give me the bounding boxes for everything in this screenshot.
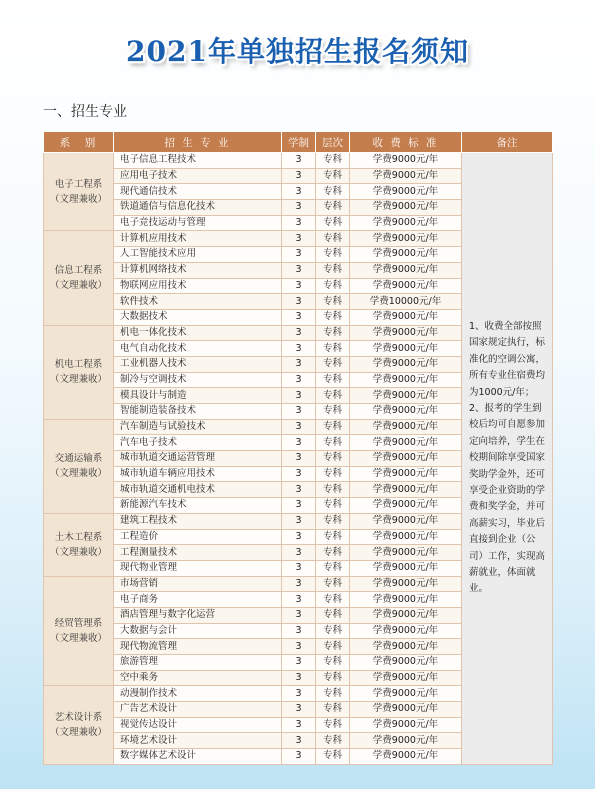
fee-cell: 学费9000元/年 xyxy=(350,231,462,247)
major-name-cell: 广告艺术设计 xyxy=(114,702,282,718)
fee-cell: 学费9000元/年 xyxy=(350,749,462,765)
section-heading: 一、招生专业 xyxy=(43,104,127,120)
years-cell: 3 xyxy=(282,733,316,749)
fee-cell: 学费9000元/年 xyxy=(350,388,462,404)
level-cell: 专科 xyxy=(316,576,350,592)
fee-cell: 学费9000元/年 xyxy=(350,560,462,576)
level-cell: 专科 xyxy=(316,513,350,529)
department-subtitle: （文理兼收） xyxy=(49,632,107,644)
fee-cell: 学费9000元/年 xyxy=(350,498,462,514)
major-name-cell: 新能源汽车技术 xyxy=(114,498,282,514)
level-cell: 专科 xyxy=(316,733,350,749)
years-cell: 3 xyxy=(282,607,316,623)
level-cell: 专科 xyxy=(316,262,350,278)
major-name-cell: 旅游管理 xyxy=(114,655,282,671)
level-cell: 专科 xyxy=(316,451,350,467)
fee-cell: 学费9000元/年 xyxy=(350,184,462,200)
level-cell: 专科 xyxy=(316,749,350,765)
level-cell: 专科 xyxy=(316,592,350,608)
major-name-cell: 制冷与空调技术 xyxy=(114,372,282,388)
major-name-cell: 工程测量技术 xyxy=(114,545,282,561)
fee-cell: 学费9000元/年 xyxy=(350,247,462,263)
years-cell: 3 xyxy=(282,372,316,388)
department-cell xyxy=(44,325,114,419)
major-name-cell: 工程造价 xyxy=(114,529,282,545)
major-name-cell: 机电一体化技术 xyxy=(114,325,282,341)
department-subtitle: （文理兼收） xyxy=(49,374,107,386)
level-cell: 专科 xyxy=(316,356,350,372)
major-name-cell: 动漫制作技术 xyxy=(114,686,282,702)
department-cell xyxy=(44,686,114,764)
fee-cell: 学费9000元/年 xyxy=(350,466,462,482)
fee-cell: 学费9000元/年 xyxy=(350,341,462,357)
level-cell: 专科 xyxy=(316,529,350,545)
years-cell: 3 xyxy=(282,655,316,671)
level-cell: 专科 xyxy=(316,639,350,655)
years-cell: 3 xyxy=(282,294,316,310)
years-cell: 3 xyxy=(282,404,316,420)
table-body xyxy=(44,153,553,765)
years-cell: 3 xyxy=(282,247,316,263)
years-cell: 3 xyxy=(282,451,316,467)
department-name: 土木工程系 xyxy=(54,531,103,543)
years-cell: 3 xyxy=(282,749,316,765)
years-cell: 3 xyxy=(282,341,316,357)
major-name-cell: 应用电子技术 xyxy=(114,168,282,184)
major-name-cell: 工业机器人技术 xyxy=(114,356,282,372)
years-cell: 3 xyxy=(282,184,316,200)
fee-cell: 学费9000元/年 xyxy=(350,168,462,184)
fee-cell: 学费9000元/年 xyxy=(350,639,462,655)
department-subtitle: （文理兼收） xyxy=(49,727,107,739)
fee-cell: 学费9000元/年 xyxy=(350,717,462,733)
fee-cell: 学费9000元/年 xyxy=(350,545,462,561)
header-major: 招 生 专 业 xyxy=(114,132,282,153)
fee-cell: 学费9000元/年 xyxy=(350,262,462,278)
header-note: 备注 xyxy=(462,132,553,153)
level-cell: 专科 xyxy=(316,153,350,169)
department-name: 电子工程系 xyxy=(54,178,103,190)
level-cell: 专科 xyxy=(316,686,350,702)
years-cell: 3 xyxy=(282,513,316,529)
level-cell: 专科 xyxy=(316,200,350,216)
years-cell: 3 xyxy=(282,702,316,718)
level-cell: 专科 xyxy=(316,341,350,357)
level-cell: 专科 xyxy=(316,325,350,341)
major-name-cell: 环境艺术设计 xyxy=(114,733,282,749)
major-name-cell: 电气自动化技术 xyxy=(114,341,282,357)
level-cell: 专科 xyxy=(316,607,350,623)
major-name-cell: 物联网应用技术 xyxy=(114,278,282,294)
department-name: 交通运输系 xyxy=(54,453,103,465)
fee-cell: 学费9000元/年 xyxy=(350,513,462,529)
years-cell: 3 xyxy=(282,466,316,482)
major-name-cell: 现代通信技术 xyxy=(114,184,282,200)
major-name-cell: 城市轨道交通机电技术 xyxy=(114,482,282,498)
level-cell: 专科 xyxy=(316,435,350,451)
years-cell: 3 xyxy=(282,482,316,498)
major-name-cell: 电子竞技运动与管理 xyxy=(114,215,282,231)
fee-cell: 学费9000元/年 xyxy=(350,435,462,451)
level-cell: 专科 xyxy=(316,309,350,325)
level-cell: 专科 xyxy=(316,482,350,498)
major-name-cell: 铁道通信与信息化技术 xyxy=(114,200,282,216)
major-name-cell: 现代物流管理 xyxy=(114,639,282,655)
major-name-cell: 计算机应用技术 xyxy=(114,231,282,247)
department-subtitle: （文理兼收） xyxy=(49,546,107,558)
years-cell: 3 xyxy=(282,309,316,325)
department-cell xyxy=(44,153,114,231)
level-cell: 专科 xyxy=(316,655,350,671)
major-name-cell: 数字媒体艺术设计 xyxy=(114,749,282,765)
years-cell: 3 xyxy=(282,717,316,733)
major-name-cell: 汽车电子技术 xyxy=(114,435,282,451)
table-header-row xyxy=(44,132,553,153)
years-cell: 3 xyxy=(282,356,316,372)
years-cell: 3 xyxy=(282,592,316,608)
years-cell: 3 xyxy=(282,498,316,514)
fee-cell: 学费9000元/年 xyxy=(350,655,462,671)
years-cell: 3 xyxy=(282,215,316,231)
fee-cell: 学费9000元/年 xyxy=(350,325,462,341)
department-cell xyxy=(44,576,114,686)
level-cell: 专科 xyxy=(316,498,350,514)
fee-cell: 学费9000元/年 xyxy=(350,623,462,639)
level-cell: 专科 xyxy=(316,294,350,310)
department-cell xyxy=(44,231,114,325)
department-name: 艺术设计系 xyxy=(54,712,103,724)
major-name-cell: 城市轨道车辆应用技术 xyxy=(114,466,282,482)
level-cell: 专科 xyxy=(316,184,350,200)
department-subtitle: （文理兼收） xyxy=(49,468,107,480)
major-name-cell: 电子信息工程技术 xyxy=(114,153,282,169)
major-name-cell: 市场营销 xyxy=(114,576,282,592)
fee-cell: 学费9000元/年 xyxy=(350,529,462,545)
years-cell: 3 xyxy=(282,325,316,341)
years-cell: 3 xyxy=(282,435,316,451)
years-cell: 3 xyxy=(282,670,316,686)
level-cell: 专科 xyxy=(316,466,350,482)
note-paragraph: 1、收费全部按照国家规定执行，标准化的空调公寓，所有专业住宿费均为1000元/年； xyxy=(469,320,546,398)
fee-cell: 学费10000元/年 xyxy=(350,294,462,310)
level-cell: 专科 xyxy=(316,702,350,718)
level-cell: 专科 xyxy=(316,404,350,420)
fee-cell: 学费9000元/年 xyxy=(350,153,462,169)
fee-cell: 学费9000元/年 xyxy=(350,576,462,592)
major-name-cell: 建筑工程技术 xyxy=(114,513,282,529)
years-cell: 3 xyxy=(282,639,316,655)
fee-cell: 学费9000元/年 xyxy=(350,215,462,231)
table-row xyxy=(44,153,553,169)
department-subtitle: （文理兼收） xyxy=(49,280,107,291)
years-cell: 3 xyxy=(282,686,316,702)
major-name-cell: 汽车制造与试验技术 xyxy=(114,419,282,435)
header-dept: 系 别 xyxy=(44,132,114,153)
major-name-cell: 智能制造装备技术 xyxy=(114,404,282,420)
fee-cell: 学费9000元/年 xyxy=(350,200,462,216)
major-name-cell: 模具设计与制造 xyxy=(114,388,282,404)
level-cell: 专科 xyxy=(316,168,350,184)
fee-cell: 学费9000元/年 xyxy=(350,309,462,325)
fee-cell: 学费9000元/年 xyxy=(350,278,462,294)
years-cell: 3 xyxy=(282,278,316,294)
header-fee: 收 费 标 准 xyxy=(350,132,462,153)
fee-cell: 学费9000元/年 xyxy=(350,592,462,608)
major-name-cell: 软件技术 xyxy=(114,294,282,310)
major-name-cell: 计算机网络技术 xyxy=(114,262,282,278)
major-name-cell: 视觉传达设计 xyxy=(114,717,282,733)
years-cell: 3 xyxy=(282,419,316,435)
level-cell: 专科 xyxy=(316,215,350,231)
majors-table xyxy=(43,131,553,765)
department-name: 信息工程系 xyxy=(54,265,103,276)
years-cell: 3 xyxy=(282,168,316,184)
page-title: 2021年单独招生报名须知 xyxy=(126,35,469,68)
years-cell: 3 xyxy=(282,388,316,404)
years-cell: 3 xyxy=(282,153,316,169)
level-cell: 专科 xyxy=(316,717,350,733)
level-cell: 专科 xyxy=(316,545,350,561)
fee-cell: 学费9000元/年 xyxy=(350,404,462,420)
level-cell: 专科 xyxy=(316,560,350,576)
department-name: 机电工程系 xyxy=(54,359,103,371)
years-cell: 3 xyxy=(282,231,316,247)
years-cell: 3 xyxy=(282,200,316,216)
major-name-cell: 电子商务 xyxy=(114,592,282,608)
fee-cell: 学费9000元/年 xyxy=(350,702,462,718)
department-name: 经贸管理系 xyxy=(54,617,103,629)
department-subtitle: （文理兼收） xyxy=(49,193,107,205)
years-cell: 3 xyxy=(282,576,316,592)
fee-cell: 学费9000元/年 xyxy=(350,733,462,749)
years-cell: 3 xyxy=(282,545,316,561)
fee-cell: 学费9000元/年 xyxy=(350,372,462,388)
major-name-cell: 城市轨道交通运营管理 xyxy=(114,451,282,467)
level-cell: 专科 xyxy=(316,247,350,263)
department-cell xyxy=(44,419,114,513)
level-cell: 专科 xyxy=(316,278,350,294)
level-cell: 专科 xyxy=(316,623,350,639)
major-name-cell: 现代物业管理 xyxy=(114,560,282,576)
level-cell: 专科 xyxy=(316,670,350,686)
fee-cell: 学费9000元/年 xyxy=(350,482,462,498)
fee-cell: 学费9000元/年 xyxy=(350,607,462,623)
years-cell: 3 xyxy=(282,560,316,576)
major-name-cell: 大数据与会计 xyxy=(114,623,282,639)
fee-cell: 学费9000元/年 xyxy=(350,451,462,467)
years-cell: 3 xyxy=(282,262,316,278)
header-years: 学制 xyxy=(282,132,316,153)
years-cell: 3 xyxy=(282,529,316,545)
fee-cell: 学费9000元/年 xyxy=(350,356,462,372)
level-cell: 专科 xyxy=(316,231,350,247)
years-cell: 3 xyxy=(282,623,316,639)
major-name-cell: 大数据技术 xyxy=(114,309,282,325)
level-cell: 专科 xyxy=(316,372,350,388)
fee-cell: 学费9000元/年 xyxy=(350,419,462,435)
major-name-cell: 酒店管理与数字化运营 xyxy=(114,607,282,623)
notes-cell xyxy=(462,153,553,765)
major-name-cell: 人工智能技术应用 xyxy=(114,247,282,263)
fee-cell: 学费9000元/年 xyxy=(350,670,462,686)
note-paragraph: 2、报考的学生到校后均可自愿参加定向培养，学生在校期间除享受国家奖助学金外，还可享受企业资助的学费和奖学金，并可高薪实习，毕业后直接到企业（公司）工作，实现高薪就业，体面就业。 xyxy=(469,402,546,595)
department-cell xyxy=(44,513,114,576)
header-level: 层次 xyxy=(316,132,350,153)
fee-cell: 学费9000元/年 xyxy=(350,686,462,702)
level-cell: 专科 xyxy=(316,388,350,404)
level-cell: 专科 xyxy=(316,419,350,435)
major-name-cell: 空中乘务 xyxy=(114,670,282,686)
